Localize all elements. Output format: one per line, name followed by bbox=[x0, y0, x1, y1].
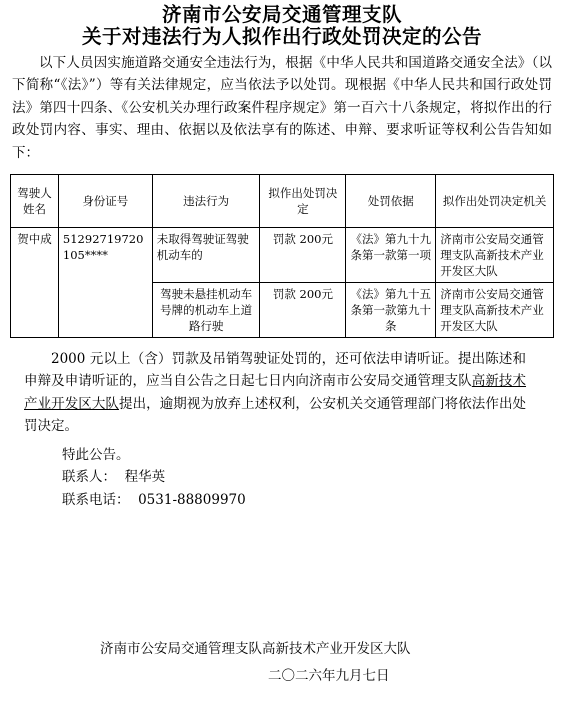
notice-text-before: 2000 元以上（含）罚款及吊销驾驶证处罚的，还可依法申请听证。提出陈述和申辩及申请听证的，应当自公告之日起七日内向济南市公安局交通管理支队 bbox=[24, 351, 526, 390]
violation-cell: 驾驶未悬挂机动车号牌的机动车上道路行驶 bbox=[152, 283, 260, 338]
authority-cell: 济南市公安局交通管理支队高新技术产业开发区大队 bbox=[436, 228, 554, 283]
contact-person: 联系人： 程华英 bbox=[62, 469, 166, 486]
signature-date: 二〇二六年九月七日 bbox=[268, 668, 390, 684]
header-driver-name: 驾驶人姓名 bbox=[11, 175, 59, 228]
closing-block bbox=[10, 444, 554, 512]
penalty-cell: 罚款 200元 bbox=[260, 283, 346, 338]
penalty-table bbox=[10, 174, 554, 338]
basis-cell: 《法》第九十五条第一款第九十条 bbox=[346, 283, 436, 338]
contact-phone: 联系电话： 0531-88809970 bbox=[62, 492, 246, 509]
header-penalty: 拟作出处罚决定 bbox=[260, 175, 346, 228]
id-number-cell: 51292719720105**** bbox=[58, 228, 152, 338]
document-title bbox=[10, 4, 554, 48]
notice-underlined-unit: 高新技术产业开发区大队 bbox=[24, 373, 527, 412]
closing-announce: 特此公告。 bbox=[62, 446, 130, 463]
title-line-2: 关于对违法行为人拟作出行政处罚决定的公告 bbox=[81, 25, 482, 48]
basis-cell: 《法》第九十九条第一款第一项 bbox=[346, 228, 436, 283]
signature-organization: 济南市公安局交通管理支队高新技术产业开发区大队 bbox=[100, 641, 411, 657]
header-basis: 处罚依据 bbox=[346, 175, 436, 228]
header-id-number: 身份证号 bbox=[58, 175, 152, 228]
title-line-1: 济南市公安局交通管理支队 bbox=[161, 3, 402, 26]
table-row bbox=[11, 228, 554, 283]
notice-text-after: 提出，逾期视为放弃上述权利，公安机关交通管理部门将依法作出处罚决定。 bbox=[24, 395, 527, 435]
violation-cell: 未取得驾驶证驾驶机动车的 bbox=[152, 228, 260, 283]
table-header-row bbox=[11, 175, 554, 228]
authority-cell: 济南市公安局交通管理支队高新技术产业开发区大队 bbox=[436, 283, 554, 338]
header-authority: 拟作出处罚决定机关 bbox=[436, 175, 554, 228]
notice-paragraph bbox=[10, 348, 554, 438]
header-violation: 违法行为 bbox=[152, 175, 260, 228]
penalty-cell: 罚款 200元 bbox=[260, 228, 346, 283]
intro-paragraph: 以下人员因实施道路交通安全违法行为，根据《中华人民共和国道路交通安全法》（以下简称“《法》”）等有关法律规定，应当依法予以处罚。现根据《中华人民共和国行政处罚法》第四十四条、《公安机关办理行政案件程序规定》第一百六十八条规定，将拟作出的行政处罚内容、事实、理由、依据以及依法享有的陈述、申辩、要求听证等权利公告告知如下： bbox=[12, 55, 552, 161]
driver-name-cell: 贺中成 bbox=[11, 228, 59, 338]
